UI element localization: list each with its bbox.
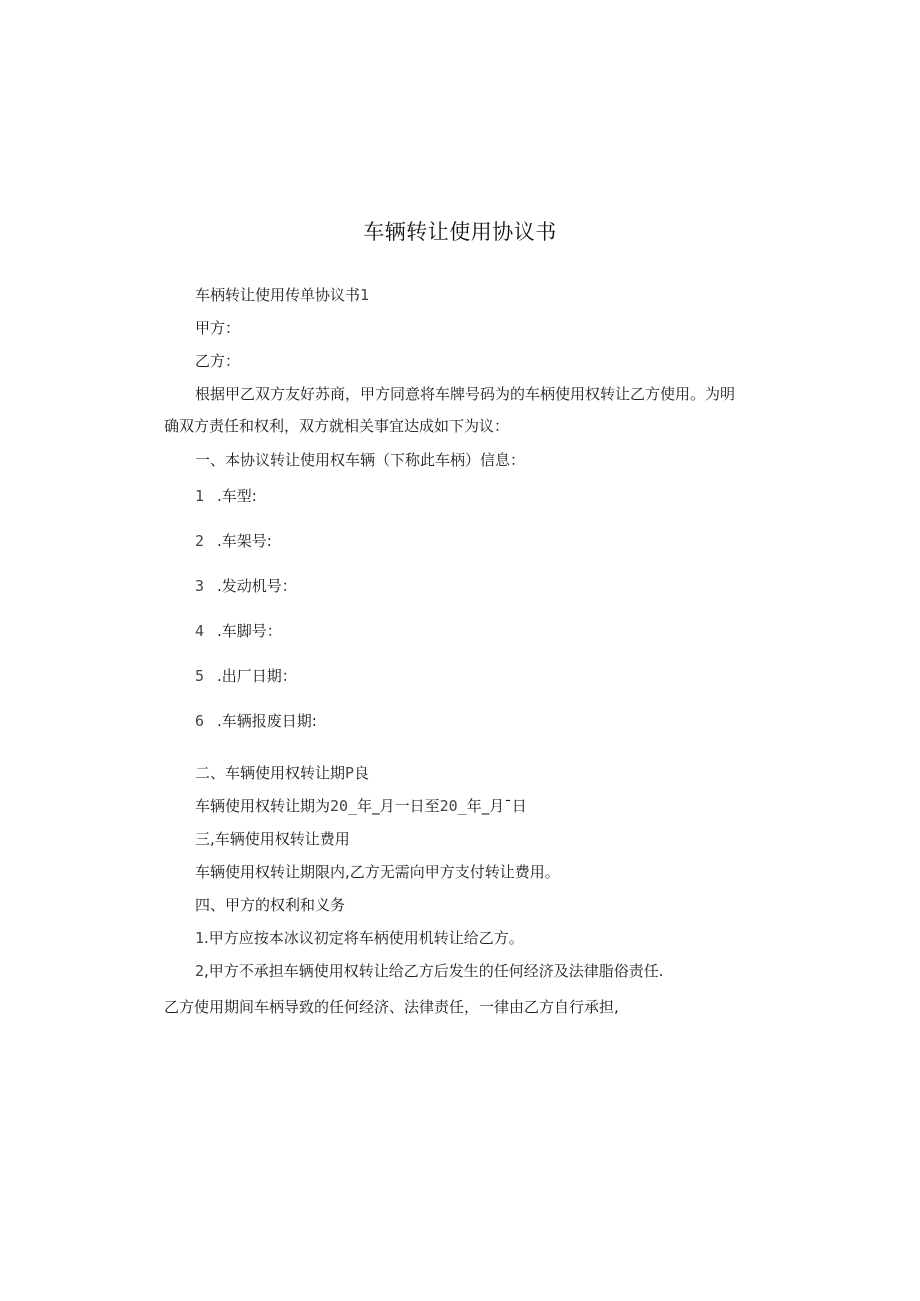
section-4-item-1 [195,928,524,948]
item-number: 6 [195,712,205,730]
period-text-start: 车辆使用权转让期为 [195,797,331,815]
section-1-heading: 一、本协议转让使用权车辆（下称此车柄）信息： [195,451,526,469]
section-2-text [195,796,527,816]
section-3-heading: 三,车辆使用权转让费用 [195,830,350,848]
section-3-text: 车辆使用权转让期限内,乙方无需向甲方支付转让费用。 [195,863,560,881]
period-year-end: 20_ [439,797,467,815]
section-2-heading-text: 二、车辆使用权转让期 [195,764,346,782]
vehicle-info-item [195,621,282,641]
item-number: 5 [195,667,205,685]
intro-paragraph-line-1: 根据甲乙双方友好苏商，甲方同意将车牌号码为的车柄使用权转让乙方使用。为明 [195,385,736,403]
period-text-end: 年_月¯日 [466,797,527,815]
section-4-heading: 四、甲方的权利和义务 [195,896,346,914]
party-a-label: 甲方： [195,319,241,337]
subtitle-text: 车柄转让使用传单协议书 [195,286,361,304]
item-number: 3 [195,577,205,595]
vehicle-info-item [195,486,257,506]
section-4-item-2 [195,961,664,981]
vehicle-info-item [195,666,297,686]
item-number: 2 [195,962,205,980]
item-label: .出厂日期： [217,667,297,685]
item-text: ,甲方不承担车辆使用权转让给乙方后发生的任何经济及法律脂俗责任. [204,962,664,980]
item-label: .车架号: [217,532,272,550]
vehicle-info-item [195,711,317,731]
subtitle-number: 1 [360,286,370,304]
item-number: 1 [195,487,205,505]
section-2-heading-tail: 良 [354,764,370,782]
item-label: .车辆报废日期: [217,712,317,730]
item-number: 1 [195,929,205,947]
vehicle-info-item [195,531,272,551]
party-b-label: 乙方： [195,352,241,370]
section-2-heading [195,763,369,783]
item-label: .车型: [217,487,257,505]
item-number: 2 [195,532,205,550]
period-text-middle: 年_月一日至 [357,797,440,815]
item-label: .车脚号： [217,622,282,640]
vehicle-info-item [195,576,297,596]
section-4-tail-text: 乙方使用期间车柄导致的任何经济、法律责任，一律由乙方自行承担, [164,998,619,1016]
section-2-heading-mark: P [345,764,355,782]
period-year-start: 20_ [330,797,358,815]
intro-paragraph-line-2: 确双方责任和权利，双方就相关事宜达成如下为议： [164,417,510,435]
item-label: .发动机号： [217,577,297,595]
document-title: 车辆转让使用协议书 [363,220,557,244]
subtitle-line [195,285,369,305]
item-text: .甲方应按本冰议初定将车柄使用机转让给乙方。 [204,929,524,947]
item-number: 4 [195,622,205,640]
